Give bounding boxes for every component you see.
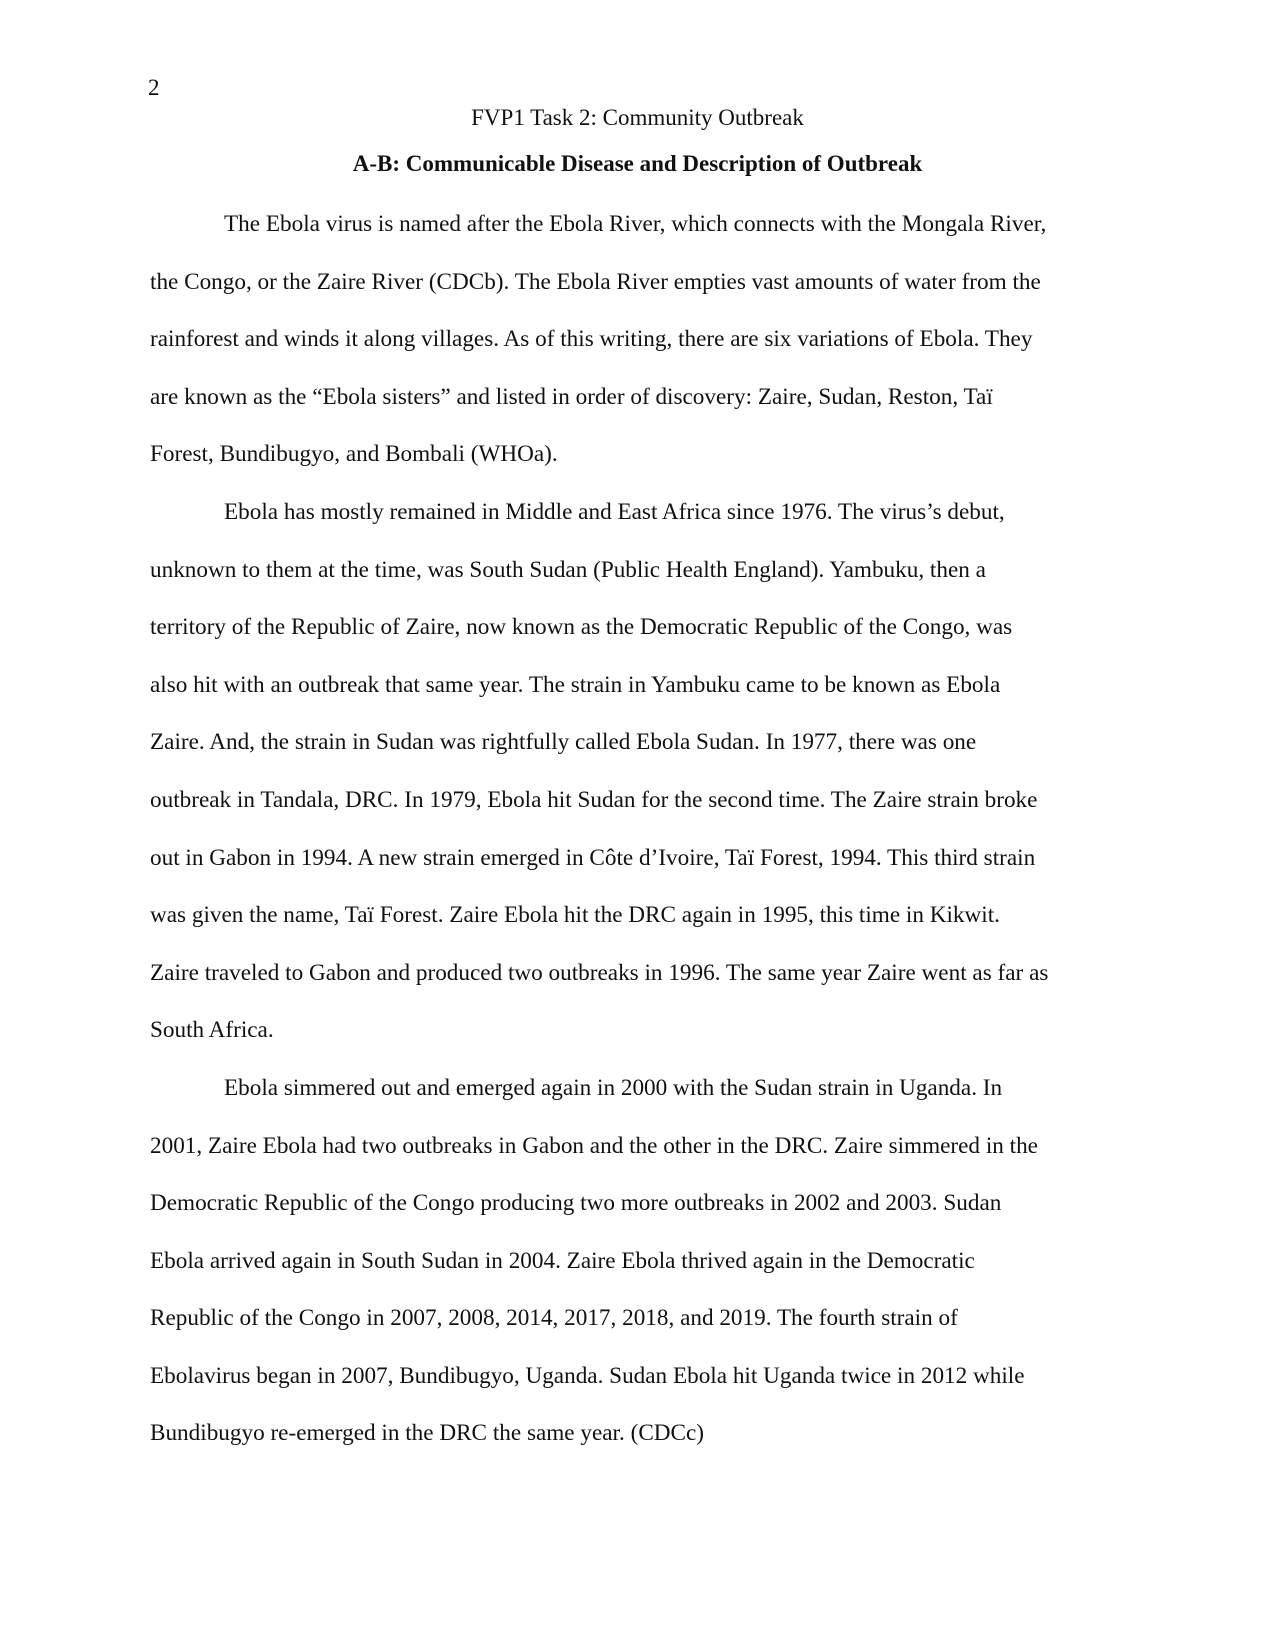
paragraph-line: out in Gabon in 1994. A new strain emerged in Côte d’Ivoire, Taï Forest, 1994. This third strain bbox=[150, 844, 1036, 871]
paragraph-line: Zaire traveled to Gabon and produced two outbreaks in 1996. The same year Zaire went as far as bbox=[150, 959, 1049, 986]
paragraph-line: South Africa. bbox=[150, 1017, 274, 1044]
paragraph-line: territory of the Republic of Zaire, now known as the Democratic Republic of the Congo, was bbox=[150, 614, 1013, 641]
paragraph-2 bbox=[150, 484, 1130, 1060]
paragraph-line: Ebolavirus began in 2007, Bundibugyo, Uganda. Sudan Ebola hit Uganda twice in 2012 while bbox=[150, 1362, 1025, 1389]
paragraph-line: Democratic Republic of the Congo producing two more outbreaks in 2002 and 2003. Sudan bbox=[150, 1190, 1002, 1217]
paragraph-line: also hit with an outbreak that same year. The strain in Yambuku came to be known as Ebola bbox=[150, 671, 1001, 698]
paragraph-line: unknown to them at the time, was South Sudan (Public Health England). Yambuku, then a bbox=[150, 556, 986, 583]
paragraph-line: Republic of the Congo in 2007, 2008, 2014, 2017, 2018, and 2019. The fourth strain of bbox=[150, 1305, 958, 1332]
paragraph-line: Ebola has mostly remained in Middle and East Africa since 1976. The virus’s debut, bbox=[224, 498, 1005, 525]
paragraph-line: are known as the “Ebola sisters” and listed in order of discovery: Zaire, Sudan, Reston, Taï bbox=[150, 383, 993, 410]
document-title: FVP1 Task 2: Community Outbreak bbox=[471, 105, 804, 130]
paragraph-line: was given the name, Taï Forest. Zaire Ebola hit the DRC again in 1995, this time in Kikwit. bbox=[150, 902, 1000, 929]
paragraph-line: Ebola arrived again in South Sudan in 2004. Zaire Ebola thrived again in the Democratic bbox=[150, 1247, 975, 1274]
paragraph-line: the Congo, or the Zaire River (CDCb). The Ebola River empties vast amounts of water from the bbox=[150, 268, 1041, 295]
paragraph-line: 2001, Zaire Ebola had two outbreaks in Gabon and the other in the DRC. Zaire simmered in the bbox=[150, 1132, 1038, 1159]
paragraph-1 bbox=[150, 196, 1130, 484]
paragraph-3 bbox=[150, 1060, 1130, 1463]
paragraph-line: Bundibugyo re-emerged in the DRC the same year. (CDCc) bbox=[150, 1420, 705, 1447]
paragraph-line: Zaire. And, the strain in Sudan was rightfully called Ebola Sudan. In 1977, there was one bbox=[150, 729, 977, 756]
paragraph-line: The Ebola virus is named after the Ebola River, which connects with the Mongala River, bbox=[224, 211, 1047, 237]
paragraph-line: outbreak in Tandala, DRC. In 1979, Ebola hit Sudan for the second time. The Zaire strain broke bbox=[150, 786, 1038, 813]
paragraph-line: rainforest and winds it along villages. As of this writing, there are six variations of Ebola. They bbox=[150, 326, 1033, 353]
document-body bbox=[150, 196, 1130, 1463]
paragraph-line: Forest, Bundibugyo, and Bombali (WHOa). bbox=[150, 441, 558, 468]
section-heading: A-B: Communicable Disease and Description of Outbreak bbox=[352, 151, 923, 176]
page-number: 2 bbox=[148, 75, 160, 100]
paragraph-line: Ebola simmered out and emerged again in 2000 with the Sudan strain in Uganda. In bbox=[224, 1074, 1003, 1101]
